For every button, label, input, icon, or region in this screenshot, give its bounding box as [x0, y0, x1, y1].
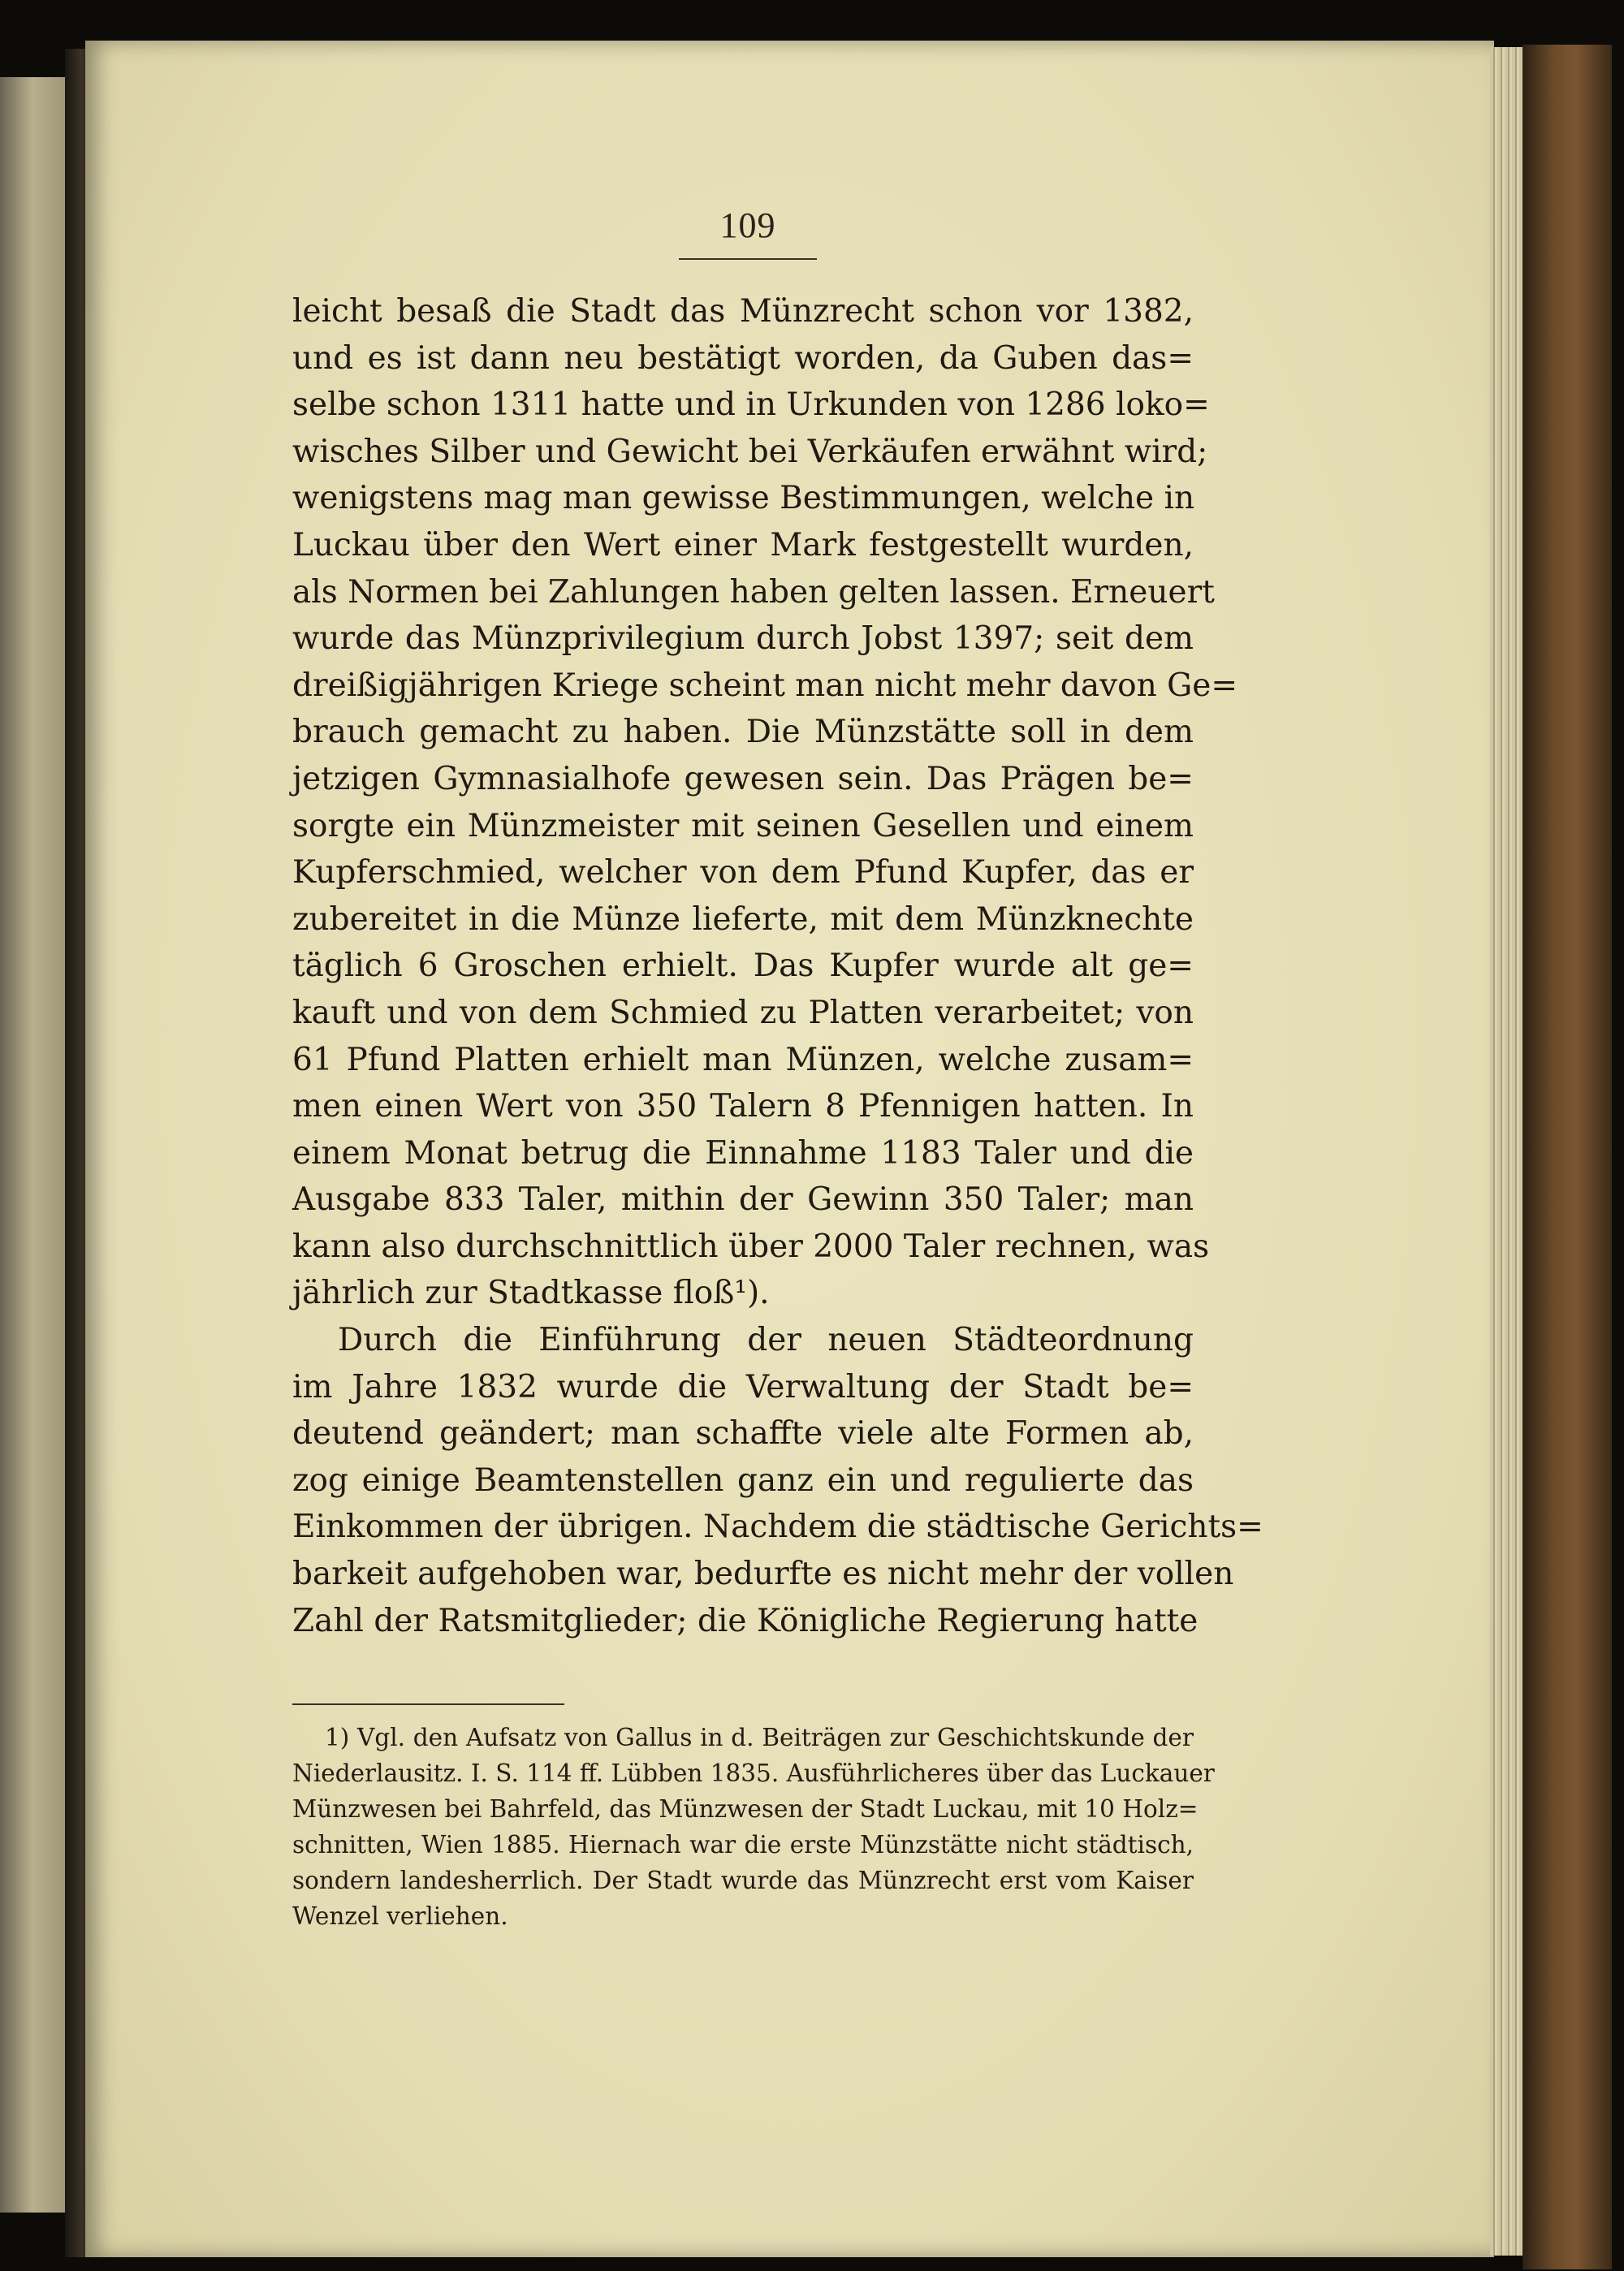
footnote-line: schnitten, Wien 1885. Hiernach war die erste Münzstätte nicht städtisch,: [292, 1831, 1194, 1859]
text-line: als Normen bei Zahlungen haben gelten lassen. Erneuert: [292, 573, 1215, 611]
text-line: dreißigjährigen Kriege scheint man nicht mehr davon Ge=: [292, 667, 1238, 704]
text-line: leicht besaß die Stadt das Münzrecht schon vor 1382,: [292, 293, 1194, 330]
text-line: Kupferschmied, welcher von dem Pfund Kupfer, das er: [292, 854, 1194, 892]
footnote-line: sondern landesherrlich. Der Stadt wurde das Münzrecht erst vom Kaiser: [292, 1867, 1194, 1894]
footnote-line: 1) Vgl. den Aufsatz von Gallus in d. Beiträgen zur Geschichtskunde der: [325, 1724, 1194, 1751]
main-text: [292, 288, 1263, 1644]
page-stack-edges: [1490, 47, 1522, 2256]
text-line: 61 Pfund Platten erhielt man Münzen, welche zusam=: [292, 1041, 1194, 1078]
text-line: kann also durchschnittlich über 2000 Taler rechnen, was: [292, 1228, 1210, 1265]
book-cover-edge: [1522, 45, 1612, 2269]
footnote: [292, 1720, 1215, 1934]
text-line: täglich 6 Groschen erhielt. Das Kupfer wurde alt ge=: [292, 948, 1194, 985]
text-line: sorgte ein Münzmeister mit seinen Gesellen und einem: [292, 807, 1194, 844]
footnote-line: Münzwesen bei Bahrfeld, das Münzwesen der Stadt Luckau, mit 10 Holz=: [292, 1795, 1199, 1823]
text-line: zubereitet in die Münze lieferte, mit dem Münzknechte: [292, 900, 1194, 938]
page-number: 109: [719, 205, 776, 245]
text-line: deutend geändert; man schaffte viele alte Formen ab,: [292, 1415, 1194, 1453]
text-line: wisches Silber und Gewicht bei Verkäufen erwähnt wird;: [292, 433, 1208, 470]
text-line: einem Monat betrug die Einnahme 1183 Taler und die: [292, 1134, 1194, 1172]
footnote-line: Niederlausitz. I. S. 114 ff. Lübben 1835. Ausführlicheres über das Luckauer: [292, 1759, 1215, 1787]
text-line: Durch die Einführung der neuen Städteordnung: [338, 1322, 1194, 1359]
text-line: jetzigen Gymnasialhofe gewesen sein. Das Prägen be=: [292, 760, 1194, 797]
footnote-line: Wenzel verliehen.: [292, 1902, 508, 1930]
text-line: wenigstens mag man gewisse Bestimmungen, welche in: [292, 480, 1195, 517]
text-line: Luckau über den Wert einer Mark festgestellt wurden,: [292, 526, 1194, 563]
text-line: Zahl der Ratsmitglieder; die Königliche Regierung hatte: [292, 1602, 1199, 1639]
text-line: men einen Wert von 350 Talern 8 Pfennigen hatten. In: [292, 1088, 1194, 1125]
text-line: barkeit aufgehoben war, bedurfte es nicht mehr der vollen: [292, 1556, 1234, 1593]
text-line: brauch gemacht zu haben. Die Münzstätte soll in dem: [292, 714, 1194, 751]
text-line: im Jahre 1832 wurde die Verwaltung der Stadt be=: [292, 1368, 1194, 1405]
page-number-rule: [679, 258, 817, 260]
text-line: jährlich zur Stadtkasse floß¹).: [292, 1275, 770, 1312]
text-line: Einkommen der übrigen. Nachdem die städtische Gerichts=: [292, 1509, 1263, 1546]
text-line: wurde das Münzprivilegium durch Jobst 1397; seit dem: [292, 620, 1194, 658]
text-line: kauft und von dem Schmied zu Platten verarbeitet; von: [292, 994, 1194, 1031]
text-line: und es ist dann neu bestätigt worden, da Guben das=: [292, 339, 1194, 377]
footnote-rule: [292, 1703, 564, 1705]
facing-page-edge: [0, 77, 71, 2213]
text-line: selbe schon 1311 hatte und in Urkunden von 1286 loko=: [292, 386, 1210, 424]
text-line: zog einige Beamtenstellen ganz ein und regulierte das: [292, 1461, 1194, 1499]
text-line: Ausgabe 833 Taler, mithin der Gewinn 350 Taler; man: [292, 1181, 1194, 1219]
